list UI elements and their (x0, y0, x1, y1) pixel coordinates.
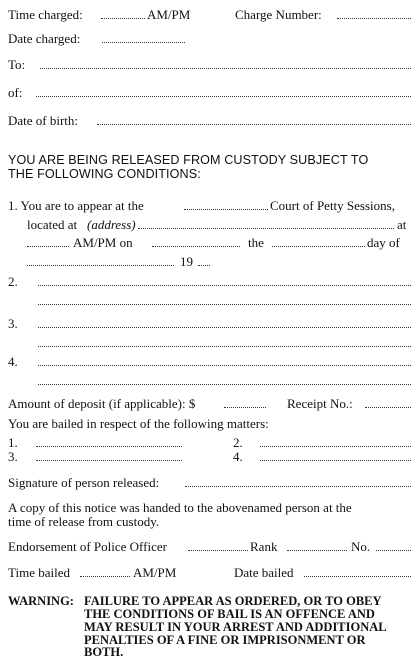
appear-year-field[interactable] (198, 265, 210, 266)
conditions-heading-line1: YOU ARE BEING RELEASED FROM CUSTODY SUBJECT TO (8, 153, 369, 167)
condition-1-prefix: 1. You are to appear at the (8, 198, 144, 213)
condition-1-court: Court of Petty Sessions, (270, 198, 395, 213)
condition-1-located: located at (27, 217, 78, 232)
appear-day-field[interactable] (272, 246, 365, 247)
condition-1-the: the (248, 235, 264, 250)
condition-2-number: 2. (8, 274, 18, 289)
dob-field[interactable] (97, 124, 411, 125)
matter-1-number: 1. (8, 435, 18, 450)
condition-1-day-of: day of (367, 235, 400, 250)
copy-notice-line1: A copy of this notice was handed to the abovenamed person at the (8, 500, 352, 515)
matter-2-field[interactable] (260, 446, 411, 447)
rank-label: Rank (250, 539, 278, 554)
date-charged-field[interactable] (102, 42, 185, 43)
condition-3-line-2[interactable] (38, 346, 411, 347)
time-bailed-label: Time bailed (8, 565, 70, 580)
deposit-amount-label: Amount of deposit (if applicable): $ (8, 396, 196, 411)
charge-number-label: Charge Number: (235, 7, 322, 22)
warning-line3: MAY RESULT IN YOUR ARREST AND ADDITIONAL (84, 620, 387, 634)
date-bailed-label: Date bailed (234, 565, 294, 580)
matter-2-number: 2. (233, 435, 243, 450)
time-charged-ampm: AM/PM (147, 7, 191, 22)
signature-label: Signature of person released: (8, 475, 160, 490)
appear-time-field[interactable] (27, 246, 69, 247)
date-charged-label: Date charged: (8, 31, 81, 46)
condition-2-line-2[interactable] (38, 304, 411, 305)
matter-1-field[interactable] (36, 446, 182, 447)
warning-label: WARNING: (8, 594, 74, 608)
condition-1-year: 19 (180, 254, 193, 269)
matter-4-number: 4. (233, 449, 243, 464)
matter-3-number: 3. (8, 449, 18, 464)
signature-field[interactable] (185, 486, 411, 487)
warning-line2: THE CONDITIONS OF BAIL IS AN OFFENCE AND (84, 607, 375, 621)
to-field[interactable] (40, 68, 411, 69)
receipt-number-field[interactable] (365, 407, 411, 408)
endorsement-label: Endorsement of Police Officer (8, 539, 167, 554)
condition-4-line-2[interactable] (38, 384, 411, 385)
copy-notice-line2: time of release from custody. (8, 514, 160, 529)
condition-4-number: 4. (8, 354, 18, 369)
time-bailed-field[interactable] (80, 576, 130, 577)
warning-line4: PENALTIES OF A FINE OR IMPRISONMENT OR (84, 633, 366, 647)
condition-2-line-1[interactable] (38, 285, 411, 286)
address-field[interactable] (138, 228, 394, 229)
condition-1-at: at (397, 217, 407, 232)
court-name-field[interactable] (184, 209, 268, 210)
appear-weekday-field[interactable] (152, 246, 240, 247)
officer-number-field[interactable] (376, 550, 411, 551)
date-bailed-field[interactable] (304, 576, 411, 577)
condition-1-ampm-on: AM/PM on (73, 235, 133, 250)
warning-line5: BOTH. (84, 645, 124, 659)
officer-name-field[interactable] (188, 550, 248, 551)
of-field[interactable] (36, 96, 411, 97)
condition-3-number: 3. (8, 316, 18, 331)
of-label: of: (8, 85, 23, 100)
matter-4-field[interactable] (260, 460, 411, 461)
rank-field[interactable] (287, 550, 347, 551)
condition-4-line-1[interactable] (38, 365, 411, 366)
time-charged-label: Time charged: (8, 7, 83, 22)
deposit-amount-field[interactable] (224, 407, 266, 408)
receipt-label: Receipt No.: (287, 396, 353, 411)
warning-line1: FAILURE TO APPEAR AS ORDERED, OR TO OBEY (84, 594, 382, 608)
time-charged-field[interactable] (101, 18, 145, 19)
dob-label: Date of birth: (8, 113, 79, 128)
to-label: To: (8, 57, 26, 72)
appear-month-field[interactable] (27, 265, 174, 266)
matter-3-field[interactable] (36, 460, 182, 461)
conditions-heading-line2: THE FOLLOWING CONDITIONS: (8, 167, 201, 181)
condition-3-line-1[interactable] (38, 327, 411, 328)
officer-number-label: No. (351, 539, 371, 554)
condition-1-address-label: (address) (87, 217, 136, 232)
charge-number-field[interactable] (337, 18, 411, 19)
bailed-in-respect-text: You are bailed in respect of the following matters: (8, 416, 269, 431)
time-bailed-ampm: AM/PM (133, 565, 177, 580)
